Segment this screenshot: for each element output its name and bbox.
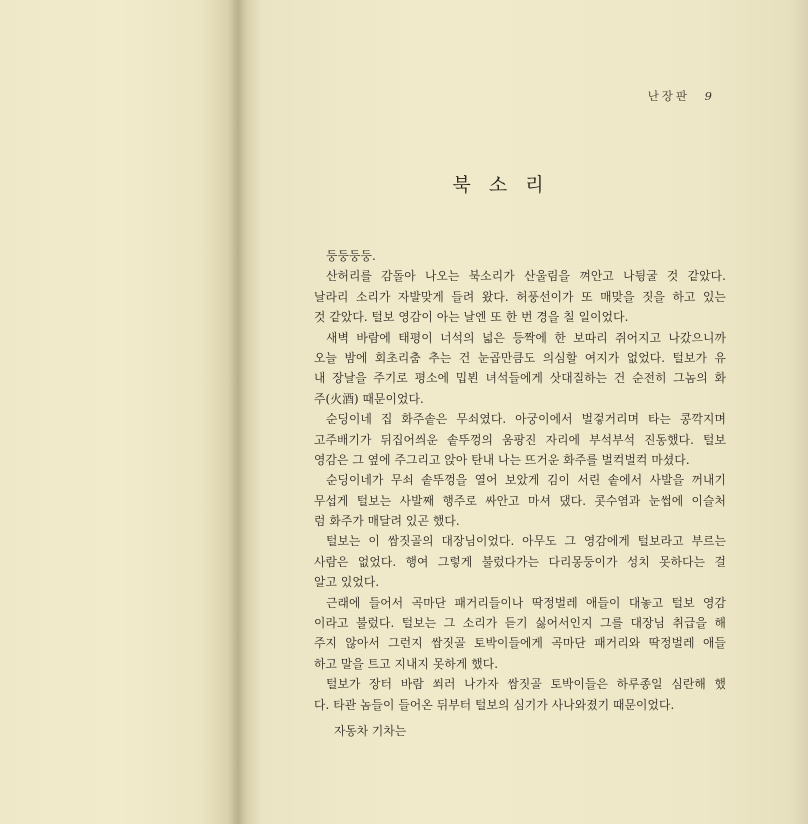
left-page-blank bbox=[0, 0, 236, 824]
text-line: 다. 타관 놈들이 들어온 뒤부터 털보의 심기가 사나와졌기 때문이었다. bbox=[314, 697, 675, 712]
trailing-line: 자동차 기차는 bbox=[334, 724, 407, 738]
text-line: 산허리를 감돌아 나오는 북소리가 산울림을 껴안고 나뒹굴 것 같았다. bbox=[326, 269, 726, 284]
text-line: 고주배기가 뒤집어씌운 솥뚜껑의 움팡진 자리에 부석부석 진동했다. 털보 bbox=[314, 432, 726, 447]
text-line: 무섭게 털보는 사발째 행주로 싸안고 마셔 댔다. 콧수염과 눈썹에 이슬처 bbox=[314, 493, 726, 508]
text-line: 순딩이네 집 화주솥은 무쇠였다. 아궁이에서 벌겋거리며 타는 콩깍지며 bbox=[326, 412, 726, 427]
text-line: 순딩이네가 무쇠 솥뚜껑을 열어 보았게 김이 서린 솥에서 사발을 꺼내기 bbox=[326, 473, 726, 488]
text-line: 털보가 장터 바람 쐬러 나가자 쌈짓골 토박이들은 하루종일 심란해 했 bbox=[326, 677, 726, 692]
text-line: 주(火酒) 때문이었다. bbox=[314, 391, 424, 406]
chapter-title: 북 소 리 bbox=[452, 174, 550, 196]
text-line: 사람은 없었다. 행여 그렇게 불렀다가는 다리몽둥이가 성치 못하다는 걸 bbox=[314, 554, 726, 569]
text-line: 털보는 이 쌈짓골의 대장님이었다. 아무도 그 영감에게 털보라고 부르는 bbox=[326, 534, 726, 549]
running-head bbox=[648, 88, 712, 104]
right-page bbox=[244, 0, 808, 824]
text-line: 주지 않아서 그런지 쌈짓골 토박이들에게 곡마단 패거리와 딱정벌레 애들 bbox=[314, 636, 726, 651]
running-title: 난장판 bbox=[647, 89, 691, 103]
text-line: 새벽 바람에 태평이 너석의 넓은 등짝에 한 보따리 쥐어지고 나갔으니까 bbox=[326, 330, 726, 345]
text-line: 내 장날을 주기로 평소에 밉뵌 녀석들에게 삿대질하는 건 순전히 그놈의 화 bbox=[314, 371, 726, 386]
text-line: 하고 말을 트고 지내지 못하게 했다. bbox=[314, 656, 499, 671]
page-number: 9 bbox=[704, 89, 712, 103]
text-line: 날라리 소리가 자발맞게 들려 왔다. 허풍선이가 또 매맞을 짓을 하고 있는 bbox=[314, 289, 726, 304]
text-line: 이라고 불렀다. 털보는 그 소리가 듣기 싫어서인지 그를 대장님 취급을 해 bbox=[314, 616, 726, 631]
text-line: 근래에 들어서 곡마단 패거리들이나 딱정벌레 애들이 대놓고 털보 영감 bbox=[326, 595, 726, 610]
body-text bbox=[314, 246, 726, 715]
text-line: 알고 있었다. bbox=[314, 575, 380, 590]
text-line: 것 같았다. 털보 영감이 아는 날엔 또 한 번 경을 칠 일이었다. bbox=[314, 310, 629, 325]
text-line: 럼 화주가 매달려 있곤 했다. bbox=[314, 514, 460, 529]
text-line: 오늘 밤에 회초리춤 추는 건 눈곱만큼도 의심할 여지가 없었다. 털보가 유 bbox=[314, 350, 726, 365]
text-line: 둥둥둥둥. bbox=[326, 249, 376, 263]
text-line: 영감은 그 옆에 주그리고 앉아 탄내 나는 뜨거운 화주를 벌컥벌컥 마셨다. bbox=[314, 452, 690, 467]
